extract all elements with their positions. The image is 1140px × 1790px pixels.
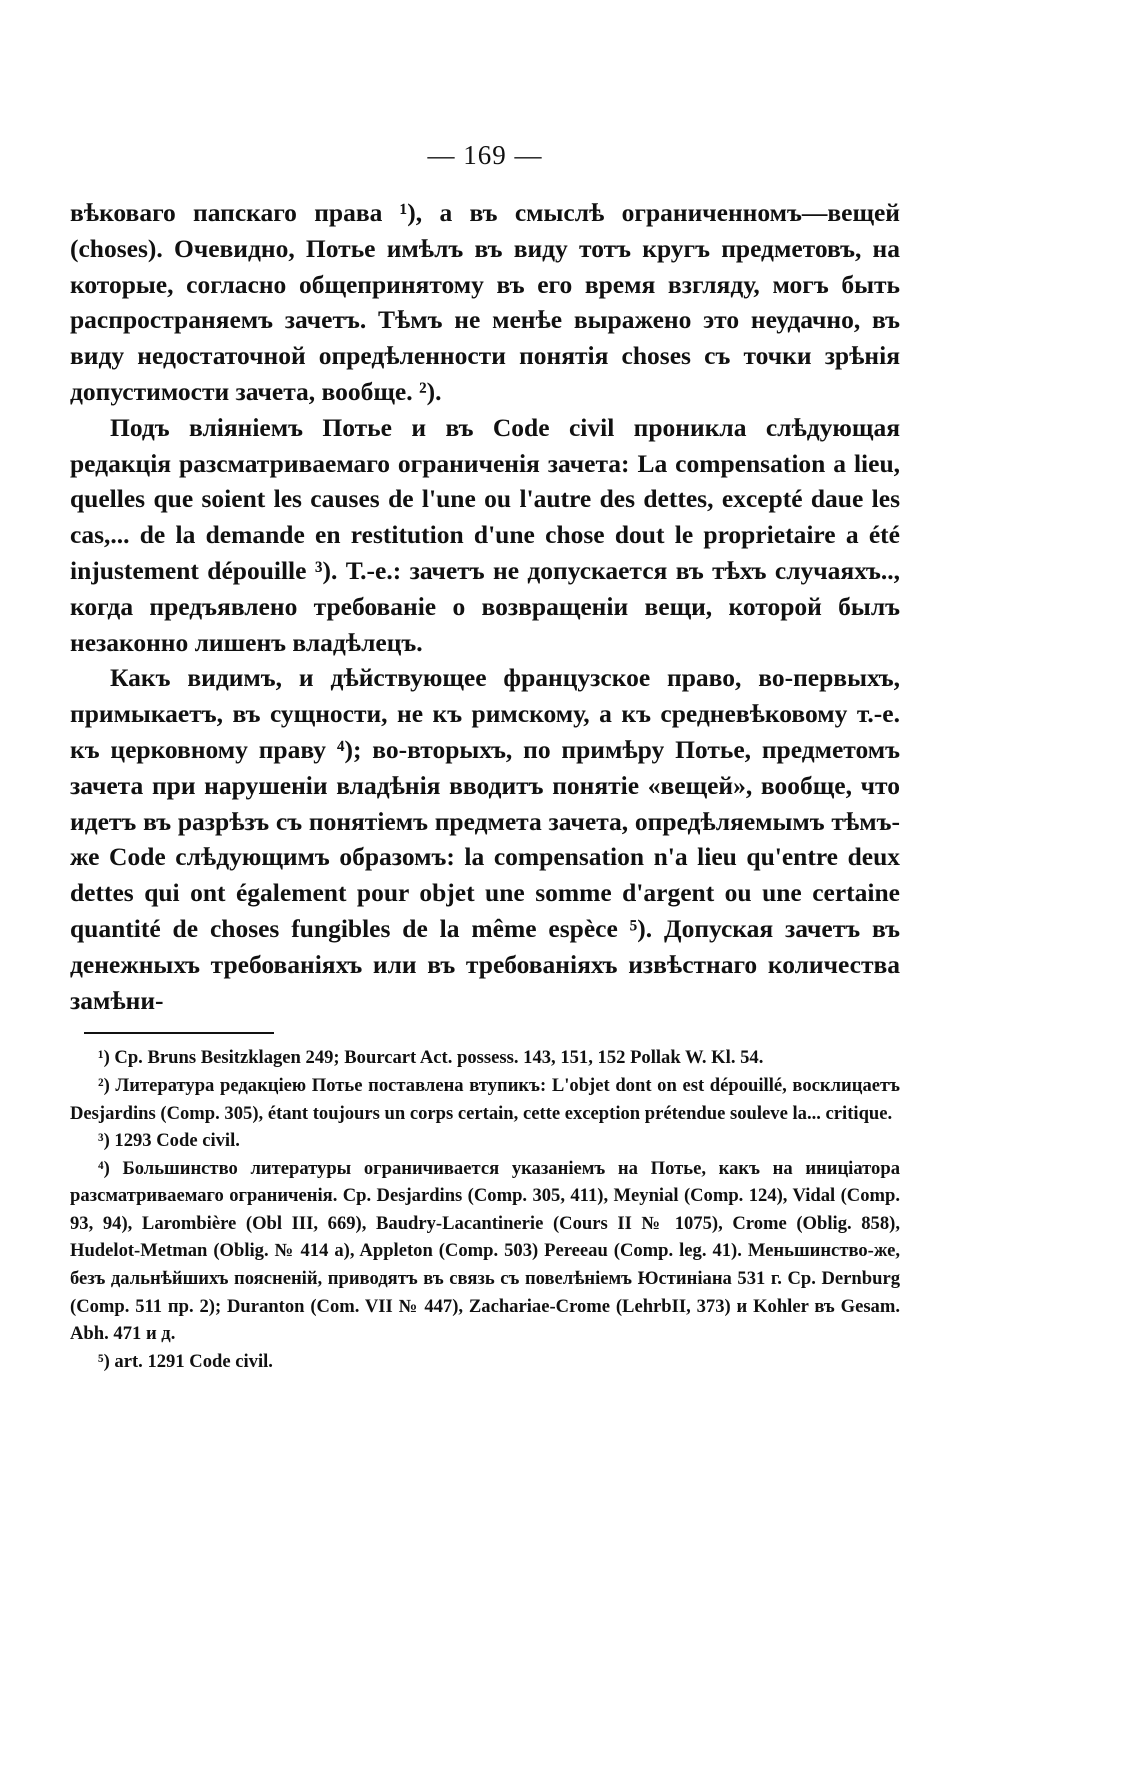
footnote-2: ²) Литература редакціею Потье поставлена втупикъ: L'objet dont on est dépouillé, восклицаетъ Desjardins (Comp. 305), étant toujours un corps certain, cette exception prétendue souleve la... critique. [70, 1074, 900, 1124]
footnote-3: ³) 1293 Code civil. [98, 1130, 240, 1152]
footnote-1: ¹) Cp. Bruns Besitzklagen 249; Bourcart Act. possess. 143, 151, 152 Pollak W. Kl. 54. [98, 1047, 764, 1069]
paragraph-3: Какъ видимъ, и дѣйствующее французское право, во-первыхъ, примыкаетъ, въ сущности, не къ римскому, а къ средневѣковому т.-е. къ церковному праву ⁴); во-вторыхъ, по примѣру Потье, предметомъ зачета при нарушеніи владѣнія вводитъ понятіе «вещей», вообще, что идетъ въ разрѣзъ съ понятіемъ предмета зачета, опредѣляемымъ тѣмъ-же Code слѣдующимъ образомъ: la compensation n'a lieu qu'entre deux dettes qui ont également pour objet une somme d'argent ou une certaine quantité de choses fungibles de la même espèce ⁵). Допуская зачетъ въ денежныхъ требованіяхъ или въ требованіяхъ извѣстнаго количества замѣни- [70, 663, 900, 1015]
footnote-5: ⁵) art. 1291 Code civil. [98, 1350, 273, 1372]
page-number: — 169 — [427, 140, 543, 170]
paragraph-2: Подъ вліяніемъ Потье и въ Code civil проникла слѣдующая редакція разсматриваемаго ограниченія зачета: La compensation a lieu, quelles que soient les causes de l'une ou l'autre des dettes, excepté daue les cas,... de la demande en restitution d'une chose dout le proprietaire a été injustement dépouille ³). Т.-е.: зачетъ не допускается въ тѣхъ случаяхъ.., когда предъявлено требованіе о возвращеніи вещи, которой былъ незаконно лишенъ владѣлецъ. [70, 412, 900, 657]
footnote-4: ⁴) Большинство литературы ограничивается указаніемъ на Потье, какъ на иниціатора разсматриваемаго ограниченія. Cp. Desjardins (Comp. 305, 411), Meynial (Comp. 124), Vidal (Comp. 93, 94), Larombière (Obl III, 669), Baudry-Lacantinerie (Cours II № 1075), Crome (Oblig. 858), Hudelot-Metman (Oblig. № 414 a), Appleton (Comp. 503) Pereeau (Comp. leg. 41). Меньшинство-же, безъ дальнѣйшихъ поясненій, приводятъ въ связь съ повелѣніемъ Юстиніана 531 г. Cp. Dernburg (Comp. 511 пр. 2); Duranton (Com. VII № 447), Zachariae-Crome (LehrbII, 373) и Kohler въ Gesam. Abh. 471 и д. [70, 1157, 900, 1345]
document-page [70, 140, 900, 1375]
main-text [70, 195, 900, 1018]
footnotes [70, 1044, 900, 1375]
footnote-divider [84, 1032, 274, 1034]
paragraph-1: вѣковаго папскаго права ¹), а въ смыслѣ ограниченномъ—вещей (choses). Очевидно, Потье имѣлъ въ виду тотъ кругъ предметовъ, на которые, согласно общепринятому въ его время взгляду, могъ быть распространяемъ зачетъ. Тѣмъ не менѣе выражено это неудачно, въ виду недостаточной опредѣленности понятія choses съ точки зрѣнія допустимости зачета, вообще. ²). [70, 198, 900, 406]
